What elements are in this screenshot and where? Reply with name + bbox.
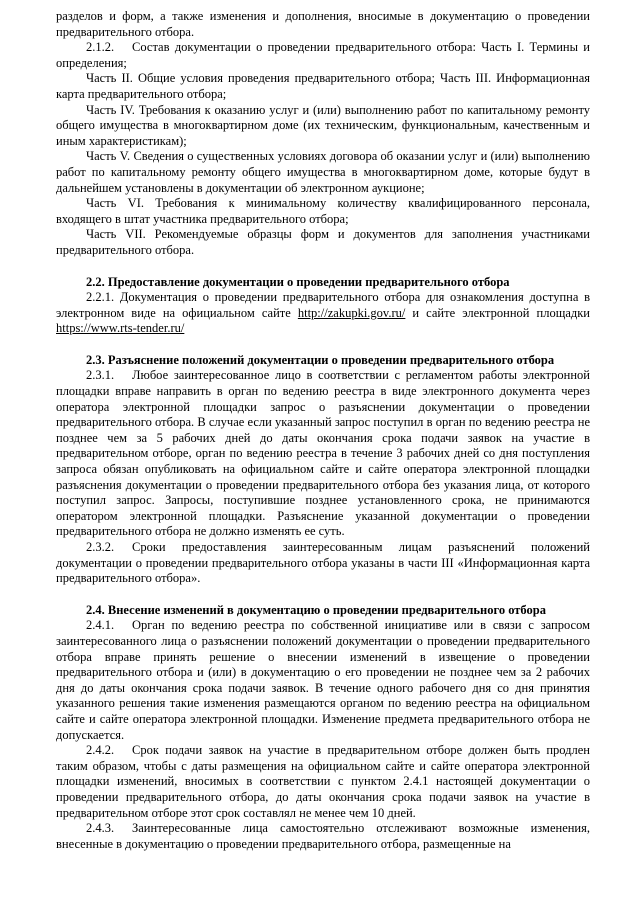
intro-paragraph: разделов и форм, а также изменения и дополнения, вносимые в документацию о проведении предварительного отбора.	[56, 9, 590, 39]
part-item: Часть VI. Требования к минимальному количеству квалифицированного персонала, входящего в штат участника предварительного отбора;	[56, 196, 590, 226]
clause-2-4-2	[56, 743, 590, 821]
clause-2-3-2	[56, 540, 590, 587]
clause-text: и сайте электронной площадки	[405, 305, 590, 320]
section-spacer	[56, 337, 590, 353]
clause-2-1-2	[56, 40, 590, 71]
clause-number: 2.4.3.	[86, 821, 115, 836]
part-item: Часть IV. Требования к оказанию услуг и (или) выполнению работ по капитальному ремонту общего имущества в многоквартирном доме (их техническим, функциональным, качественным и иным характеристикам);	[56, 102, 590, 148]
clause-text: Срок подачи заявок на участие в предварительном отборе должен быть продлен таким образом, чтобы с даты размещения на официальном сайте и сайте оператора электронной площадки изменений, вносимых в соответствии с пунктом 2.4.1 настоящей документации о проведении предварительного отбора, до даты окончания срока подачи заявок на участие в предварительном отборе этот срок составлял не менее чем 10 дней.	[56, 743, 590, 820]
clause-number: 2.1.2.	[86, 40, 115, 55]
section-heading-2-4: 2.4. Внесение изменений в документацию о проведении предварительного отбора	[86, 602, 546, 617]
part-item: Часть V. Сведения о существенных условиях договора об оказании услуг и (или) выполнению работ по капитальному ремонту общего имущества в многоквартирном доме, которые будут в дальнейшем установлены в документации об электронном аукционе;	[56, 149, 590, 195]
section-spacer	[56, 259, 590, 275]
clause-2-4-1	[56, 618, 590, 743]
clause-2-4-3	[56, 821, 590, 852]
part-item: Часть II. Общие условия проведения предварительного отбора; Часть III. Информационная карта предварительного отбора;	[56, 71, 590, 101]
clause-number: 2.4.1.	[86, 618, 115, 633]
clause-2-2-1	[56, 290, 590, 337]
section-heading-2-3: 2.3. Разъяснение положений документации о проведении предварительного отбора	[86, 352, 555, 367]
zakupki-link[interactable]: http://zakupki.gov.ru/	[297, 305, 406, 320]
clause-number: 2.4.2.	[86, 743, 115, 758]
clause-text: 2.2.1. Документация о проведении предварительного отбора для ознакомления доступна в электронном виде на официальном сайте	[56, 290, 590, 320]
section-heading-2-2: 2.2. Предоставление документации о проведении предварительного отбора	[86, 274, 510, 289]
clause-text: Заинтересованные лица самостоятельно отслеживают возможные изменения, внесенные в документацию о проведении предварительного отбора, размещенные на	[56, 821, 590, 851]
clause-text: Орган по ведению реестра по собственной инициативе или в связи с запросом заинтересованного лица о разъяснении положений документации о проведении предварительного отбора вправе принять решение о внесении изменений в извещение о проведении предварительного отбора и (или) в документацию о его проведении не позднее чем за 2 рабочих дня до даты окончания срока подачи заявок. В течение одного рабочего дня со дня принятия указанного решения такие изменения размещаются органом по ведению реестра на официальном сайте и сайте оператора электронной площадки. Изменение предмета предварительного отбора не допускается.	[56, 618, 590, 742]
section-spacer	[56, 587, 590, 603]
clause-number: 2.3.2.	[86, 540, 115, 554]
clause-text: Состав документации о проведении предварительного отбора: Часть I. Термины и определения;	[56, 40, 590, 70]
part-item: Часть VII. Рекомендуемые образцы форм и документов для заполнения участниками предварительного отбора.	[56, 227, 590, 257]
clause-number: 2.3.1.	[86, 368, 115, 383]
rts-tender-link[interactable]: https://www.rts-tender.ru/	[56, 321, 185, 336]
clause-2-3-1	[56, 368, 590, 540]
clause-text: Сроки предоставления заинтересованным лицам разъяснений положений документации о проведении предварительного отбора указаны в части III «Информационная карта предварительного отбора».	[56, 540, 590, 586]
clause-text: Любое заинтересованное лицо в соответствии с регламентом работы электронной площадки вправе направить в орган по ведению реестра в виде электронного документа через оператора электронной площадки запрос о разъяснении документации о проведении предварительного отбора. В случае если указанный запрос поступил в орган по ведению реестра не позднее чем за 5 рабочих дней до даты окончания срока подачи заявок на участие в предварительном отборе, орган по ведению реестра в течение 3 рабочих дней со дня поступления запроса обязан опубликовать на официальном сайте и сайте оператора электронной площадки разъяснения документации о проведении предварительного отбора без указания лица, от которого поступил запрос. Запросы, поступившие позднее установленного срока, не принимаются оператором электронной площадки. Разъяснение указанной документации о проведении предварительного отбора не должно изменять ее суть.	[56, 368, 590, 539]
